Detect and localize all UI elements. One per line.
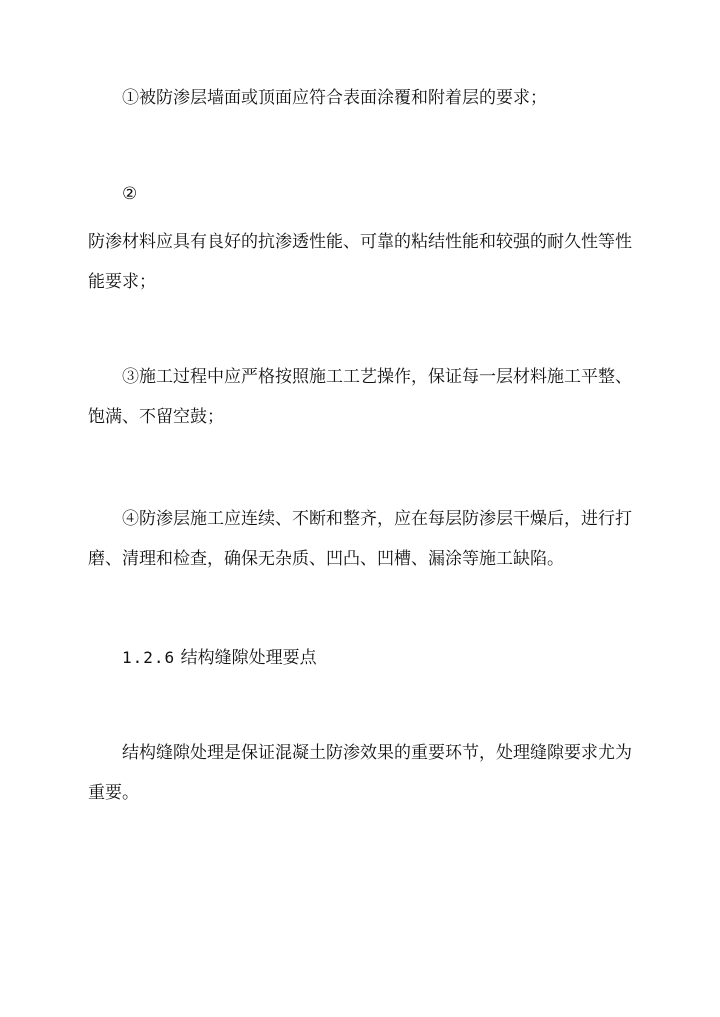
paragraph-item-1: ①被防渗层墙面或顶面应符合表面涂覆和附着层的要求； (122, 88, 547, 108)
paragraph-item-2-line-2: 能要求； (88, 272, 156, 292)
section-number: 1.2.6 (122, 648, 176, 667)
paragraph-item-4: ④防渗层施工应连续、不断和整齐，应在每层防渗层干燥后，进行打磨、清理和检查，确保无杂质、凹凸、凹槽、漏涂等施工缺陷。 (88, 509, 632, 569)
paragraph-item-3: ③施工过程中应严格按照施工工艺操作，保证每一层材料施工平整、饱满、不留空鼓； (88, 367, 632, 427)
closing-paragraph: 结构缝隙处理是保证混凝土防渗效果的重要环节，处理缝隙要求尤为重要。 (88, 743, 632, 803)
paragraph-item-2-line-1: 防渗材料应具有良好的抗渗透性能、可靠的粘结性能和较强的耐久性等性 (88, 232, 632, 252)
paragraph-item-2-marker: ② (122, 184, 138, 204)
section-title: 结构缝隙处理要点 (180, 648, 317, 668)
paragraph-item-2-body (88, 222, 636, 302)
section-heading (122, 638, 317, 678)
